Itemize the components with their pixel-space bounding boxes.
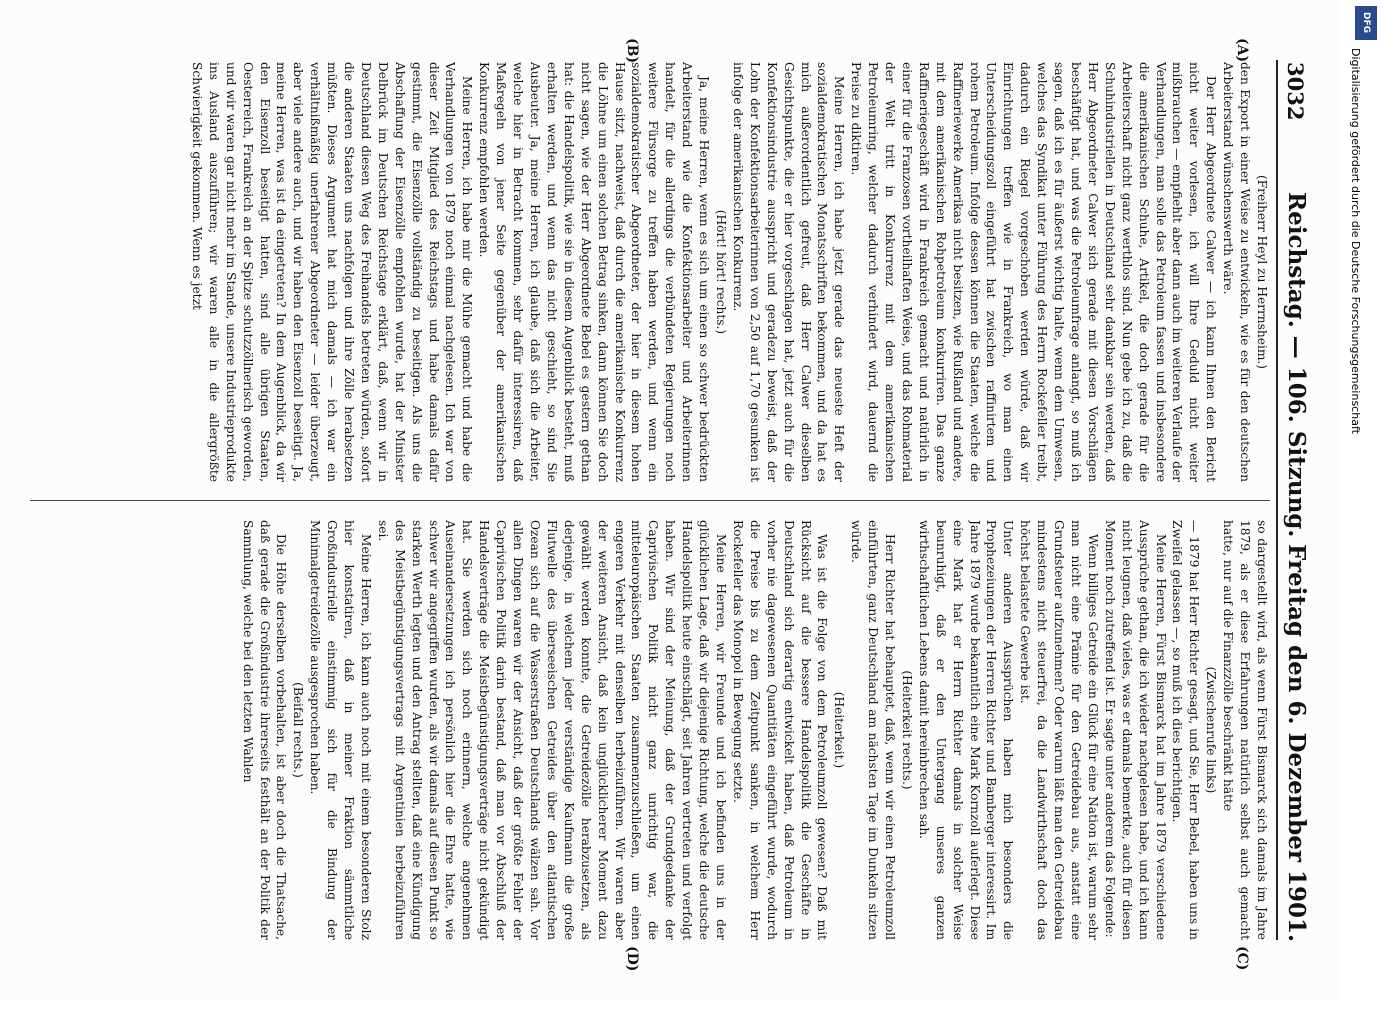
paragraph: Meine Herren, ich habe mir die Mühe gemacht und habe die Verhandlungen von 1879 noch einmal nachgelesen. Ich war von dieser Zeit Mitglied des Reichstags und habe damals dafür gestimmt, die Eisenzölle vollständig zu beseitigen. Als uns die Abschaffung der Eisenzölle empfohlen wurde, hat der Minister Delbrück im Deutschen Reichstage erklärt, daß, wenn wir in Deutschland diesen Weg des Freihandels betreten würden, sofort die anderen Staaten uns nachfolgen und ihre Zölle herabsetzen müßten. Dieses Argument hat mich damals — ich war ein verhältnißmäßig unerfahrener Abgeordneter — leider überzeugt, aber viele andere auch, und wir haben den Eisenzoll beseitigt. Ja, meine Herren, was ist da eingetreten? In dem Augenblick, da wir den Eisenzoll beseitigt hatten, sind alle übrigen Staaten, Oesterreich, Frankreich an der Spitze schutzzöllnerisch geworden, und wir waren gar nicht mehr im Stande, unsere Industrieprodukte ins Ausland auszuführen; wir waren alle in die allergrößte Schwierigkeit gekommen. Wenn es jetzt bbox=[189, 62, 475, 482]
right-column bbox=[30, 520, 1270, 940]
header-rule bbox=[1276, 60, 1278, 940]
paragraph: Ja, meine Herren, wenn es sich um einen so schwer bedrückten Arbeiterstand wie die Konfektionsarbeiter und Arbeiterinnen handelt, für die allerdings die verbündeten Regierungen noch weitere Fürsorge zu treffen haben werden, und wenn ein sozialdemokratischer Abgeordneter, der hier in diesem hohen Hause sitzt, nachweist, daß durch die amerikanische Konkurrenz die Löhne um einen solchen Betrag sinken, dann können Sie doch nicht sagen, wie der Herr Abgeordnete Bebel es gestern gethan hat: die Handelspolitik, wie sie in diesem Augenblick besteht, muß erhalten werden, und wenn das nicht geschieht, so sind Sie Ausbeuter. Ja, meine Herren, ich glaube, daß sich die Arbeiter, welche hier in Betracht kommen, sehr dafür interessiren, daß Maßregeln von jener Seite gegenüber der amerikanischen Konkurrenz empfohlen werden. bbox=[477, 62, 712, 482]
paragraph: — 1879 hat Herr Richter gesagt, und Sie, Herr Bebel, haben uns in Zweifel gelassen —, so muß ich dies berichtigen. bbox=[1170, 520, 1202, 940]
column-divider bbox=[30, 500, 1270, 501]
page-number: 3032 bbox=[1283, 62, 1308, 121]
paragraph: Die Höhe derselben vorbehalten, ist aber doch die Thatsache, daß gerade die Großindustrie ihrerseits festhält an der Politik der Sammlung, welche bei den letzten Wahlen bbox=[240, 520, 289, 940]
paragraph: so dargestellt wird, als wenn Fürst Bismarck sich damals im Jahre 1879, als er diese Erfahrungen natürlich selbst auch gemacht hatte, nur auf die Finanzzölle beschränkt hätte bbox=[1221, 520, 1269, 940]
digitization-credit: Digitalisierung gefördert durch die Deutsche Forschungsgemeinschaft bbox=[1349, 48, 1362, 434]
left-column bbox=[30, 62, 1270, 482]
paragraph: Meine Herren, ich habe jetzt gerade das neueste Heft der sozialdemokratischen Monatsschriften bekommen, und da hat es mich außerordentlich gefreut, daß Herr Calwer dieselben Gesichtspunkte, die er hier vorgeschlagen hat, jetzt auch für die Konfektionsindustrie ausspricht und geradezu beweist, daß der Lohn der Konfektionsarbeiterinnen von 2,50 auf 1,70 gesunken ist infolge der amerikanischen Konkurrenz. bbox=[730, 62, 847, 482]
margin-letter-d: (D) bbox=[624, 946, 640, 972]
interjection: (Hört! hört! rechts.) bbox=[714, 209, 728, 335]
interjection: (Beifall rechts.) bbox=[291, 682, 306, 778]
margin-letter-b: (B) bbox=[624, 38, 640, 64]
quotation: Wenn billiges Getreide ein Glück für eine Nation ist, warum sehr man nicht eine Prämie für den Getreidebau aus, anstatt eine Grundsteuer aufzunehmen? Oder warum läßt man den Getreidebau mindestens nicht steuerfrei, da die Landwirthschaft doch das höchst belastete Gewerbe ist. bbox=[1018, 520, 1100, 940]
paragraph: Meine Herren, Fürst Bismarck hat im Jahre 1879 verschiedene Aussprüche gethan, die ich wieder nachgelesen habe, und ich kann nicht leugnen, daß vieles, was er damals bemerkte, auch für diesen Moment noch zutreffend ist. Er sagte unter anderem das Folgende: bbox=[1102, 520, 1168, 940]
paragraph: Was ist die Folge von dem Petroleumzoll gewesen? Daß mit Rücksicht auf die bessere Handelspolitik die Geschäfte in Deutschland sich derartig entwickelt haben, daß Petroleum in vorher nie dagewesenen Quantitäten eingeführt wurde, wodurch die Preise bis zu dem Zeitpunkt sanken, in welchem Herr Rockefeller das Monopol in Bewegung setzte. bbox=[730, 520, 830, 940]
session-title: Reichstag. — 106. Sitzung. bbox=[1283, 192, 1310, 538]
paragraph: Der Herr Abgeordnete Calwer — ich kann Ihnen den Bericht nicht weiter vorlesen, ich will Ihre Geduld nicht weiter mißbrauchen — empfiehlt aber dann auch im weiteren Verlaufe der Verhandlungen, man solle das Petroleum fassen und insbesondere die amerikanischen Schuhe, Artikel, die doch gerade für die Arbeiterschaft nicht ganz werthlos sind. Nun gebe ich zu, daß die Schuhindustriellen in Deutschland sehr dankbar sein werden, daß Herr Abgeordneter Calwer sich gerade mit diesen Vorschlägen beschäftigt hat, und was die Petroleumfrage anlangt, so muß ich sagen, daß ich es für äußerst wichtig halte, wenn dem Umwesen, welches das Syndikat unter Führung des Herrn Rockefeller treibt, dadurch ein Riegel vorgeschoben werden würde, daß wir Einrichtungen treffen wie in Frankreich, wo man einen Unterscheidungszoll eingeführt hat zwischen raffinirtem und rohem Petroleum. Infolge dessen können die Staaten, welche die Raffineriewerke Amerikas nicht besitzen, wie Rußland und andere, mit dem amerikanischen Rohpetroleum konkurriren. Das ganze Raffineriegeschäft wird in Frankreich gemacht und natürlich in einer für die Franzosen vortheilhaften Weise, und das Rohmaterial der Welt tritt in Konkurrenz mit dem amerikanischen Petroleumring, welcher dadurch verhindert wird, dauernd die Preise zu diktiren. bbox=[849, 62, 1219, 482]
paragraph: Herr Richter hat behauptet, daß, wenn wir einen Petroleumzoll einführten, ganz Deutschland am nächsten Tage im Dunkeln sitzen würde. bbox=[849, 520, 898, 940]
dfg-logo: DFG bbox=[1355, 6, 1377, 40]
speaker-line: (Freiherr Heyl zu Herrnsheim.) bbox=[1255, 174, 1269, 370]
paragraph: den Export in einer Weise zu entwickeln, wie es für den deutschen Arbeiterstand wünschenswerth wäre. bbox=[1221, 62, 1253, 482]
paragraph: Meine Herren, wir Freunde und ich befinden uns in der glücklichen Lage, daß wir diejenige Richtung, welche die deutsche Handelspolitik heute einschlägt, seit Jahren vertreten und verfolgt haben. Wir sind der Meinung, daß der Grundgedanke der Caprivischen Politik nicht ganz unrichtig war, die mitteleuropäischen Staaten zusammenzuschließen, um einen engeren Verkehr mit denselben herbeizuführen. Wir waren aber der weiteren Ansicht, daß kein unglücklicherer Moment dazu gewählt werden konnte, die Getreidezölle herabzusetzen, als derjenige, in welchem jeder verständige Kaufmann die große Flutwelle des überseeischen Getreides über den atlantischen Ozean sich auf die Wasserstraßen Deutschlands wälzen sah. Vor allen Dingen waren wir der Ansicht, daß der größte Fehler der Caprivischen Politik darin bestand, daß man vor Abschluß der Handelsverträge die Meistbegünstigungsverträge nicht gekündigt hat. Sie werden sich noch erinnern, welche angenehmen Auseinandersetzungen ich persönlich hier die Ehre hatte, wie schwer wir angegriffen wurden, als wir damals auf diesen Punkt so starken Werth legten und den Antrag stellten, daß eine Kündigung des Meistbegünstigungsvertrags mit Argentinien herbeizuführen sei. bbox=[375, 520, 728, 940]
running-head bbox=[1276, 62, 1316, 942]
session-date: Freitag den 6. Dezember 1901. bbox=[1283, 544, 1310, 942]
paragraph: Unter anderen Aussprüchen haben mich besonders die Prophezeiungen der Herren Richter und Bamberger interessirt. Im Jahre 1879 wurde bekanntlich eine Mark Kornzoll auferlegt. Diese eine Mark hat er Herrn Richter damals in solcher Weise beunruhigt, daß er den Untergang unseres ganzen wirthschaftlichen Lebens damit hereinbrechen sah. bbox=[916, 520, 1016, 940]
interjection: (Heiterkeit.) bbox=[832, 691, 847, 769]
interjection: (Heiterkeit rechts.) bbox=[899, 670, 914, 790]
interjection: (Zwischenrufe links) bbox=[1204, 666, 1219, 794]
margin-letter-a: (A) bbox=[1234, 38, 1250, 63]
paragraph: Meine Herren, ich kann auch noch mit einem besonderen Stolz hier konstatiren, daß in meiner Fraktion sämmtliche Großindustrielle einstimmig sich für die Bindung der Minimalgetreidezölle ausgesprochen haben. bbox=[308, 520, 373, 940]
margin-letter-c: (C) bbox=[1234, 946, 1250, 971]
